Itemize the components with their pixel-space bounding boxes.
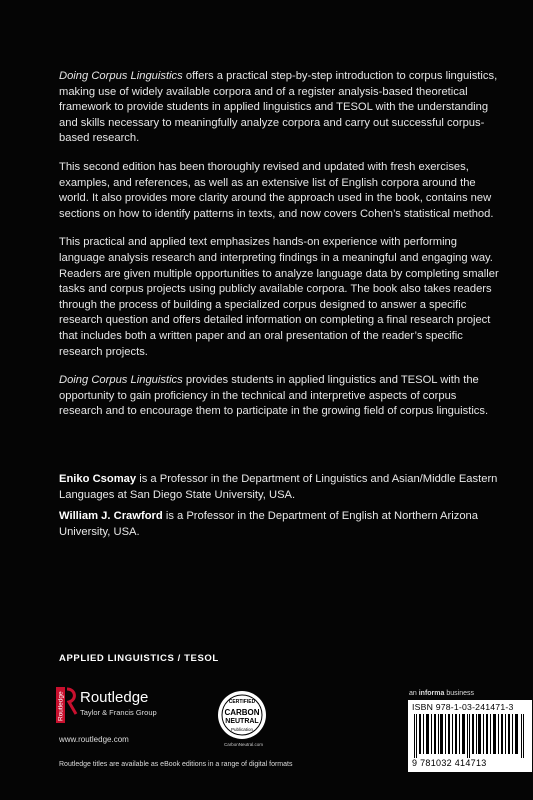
svg-text:Publication: Publication: [230, 727, 254, 732]
blurb-paragraph-1: Doing Corpus Linguistics offers a practical step-by-step introduction to corpus linguistics, making use of widely available corpora and of a register analysis-based theoretical framework to provide students in applied linguistics and TESOL with the understanding and skills necessary to meaningfully analyze corpora and carry out successful corpus-based research.: [59, 70, 498, 145]
blurb-paragraph-3: This practical and applied text emphasizes hands-on experience with performing language analysis research and interpreting findings in a meaningful and engaging way. Readers are given multiple opportunities to analyze language data by completing smaller tasks and corpus projects using publicly available corpora. The book also takes readers through the process of building a specialized corpus designed to answer a specific research question and offers detailed information on completing a final research project that includes both a written paper and an oral presentation of the reader’s specific research projects.: [59, 236, 499, 358]
informa-business: an informa business: [409, 690, 474, 697]
barcode-digits: 9 781032 414713: [412, 758, 487, 768]
svg-text:CARBON: CARBON: [224, 708, 260, 717]
barcode-icon: [412, 714, 528, 758]
publisher-group: Taylor & Francis Group: [80, 708, 157, 717]
svg-text:NEUTRAL: NEUTRAL: [225, 718, 259, 725]
book-title-italic: Doing Corpus Linguistics: [59, 374, 183, 387]
svg-text:Routledge: Routledge: [57, 691, 65, 721]
publisher-name: Routledge: [80, 689, 149, 706]
routledge-logo-icon: [56, 687, 78, 723]
carbon-neutral-url: CarbonNeutral.com: [224, 742, 264, 747]
author-bio: Eniko Csomay is a Professor in the Department of Linguistics and Asian/Middle Eastern Languages at San Diego State University, USA.: [59, 473, 498, 501]
ebook-availability-note: Routledge titles are available as eBook editions in a range of digital formats: [59, 761, 293, 768]
author-bios: [59, 472, 499, 546]
isbn-barcode-block: [408, 700, 532, 772]
publisher-url[interactable]: www.routledge.com: [59, 735, 129, 744]
svg-text:CERTIFIED: CERTIFIED: [228, 699, 256, 705]
carbon-neutral-logo-icon: [216, 689, 268, 741]
blurb-paragraph-2: This second edition has been thoroughly revised and updated with fresh exercises, examples, and references, as well as an extensive list of English corpora around the world. It also provides more clarity around the approach used in the book, contains new sections on how to identify patterns in texts, and now covers Cohen’s statistical method.: [59, 160, 494, 220]
isbn-label: ISBN 978-1-03-241471-3: [412, 702, 514, 712]
author-name: William J. Crawford: [59, 510, 163, 523]
author-bio: William J. Crawford is a Professor in the Department of English at Northern Arizona University, USA.: [59, 510, 478, 538]
book-title-italic: Doing Corpus Linguistics: [59, 70, 183, 82]
series-label: APPLIED LINGUISTICS / TESOL: [59, 653, 219, 664]
author-name: Eniko Csomay: [59, 473, 137, 485]
back-cover-blurb: [59, 69, 499, 433]
blurb-paragraph-4: Doing Corpus Linguistics provides students in applied linguistics and TESOL with the opportunity to gain proficiency in the technical and interpretive aspects of corpus research and to encourage them to participate in the growing field of corpus linguistics.: [59, 374, 489, 418]
